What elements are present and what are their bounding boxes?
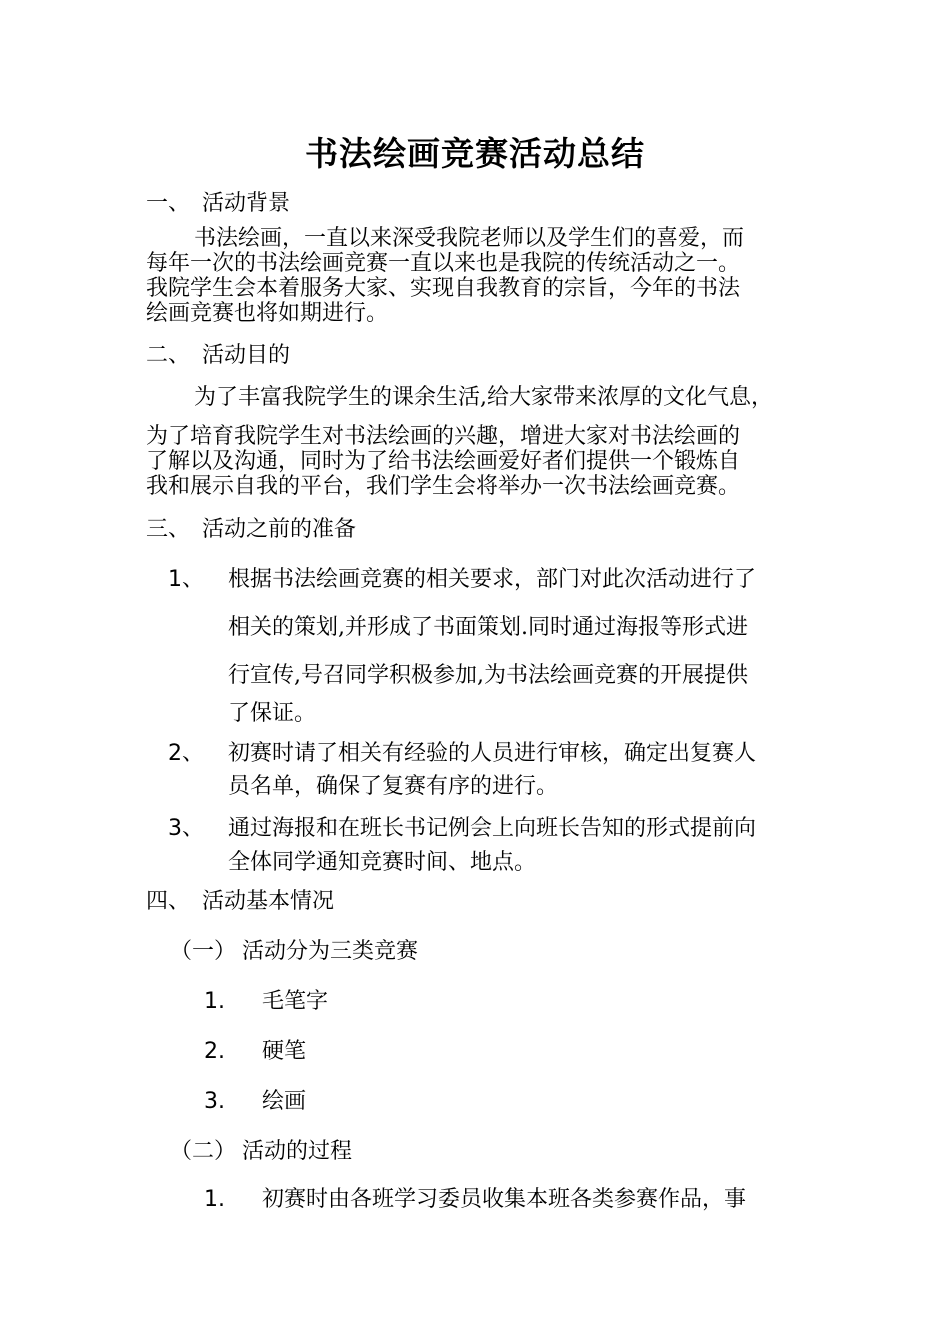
section-number: 三、 [146, 517, 191, 542]
item-line: 根据书法绘画竞赛的相关要求，部门对此次活动进行了 [228, 567, 757, 592]
item-line: 通过海报和在班长书记例会上向班长告知的形式提前向 [228, 816, 757, 841]
section-number: 一、 [146, 191, 191, 216]
preparation-item [146, 811, 816, 876]
subsection-label: 活动的过程 [242, 1139, 353, 1164]
paragraph-line: 我和展示自我的平台，我们学生会将举办一次书法绘画竞赛。 [146, 474, 741, 499]
subsection-number: （一） [170, 939, 237, 964]
paragraph-line: 绘画竞赛也将如期进行。 [146, 301, 389, 326]
section-heading-purpose [146, 338, 290, 369]
item-line: 全体同学通知竞赛时间、地点。 [228, 850, 537, 875]
subsection-heading [170, 1134, 352, 1165]
paragraph-line: 为了培育我院学生对书法绘画的兴趣，增进大家对书法绘画的 [146, 424, 741, 449]
preparation-item [146, 562, 816, 727]
item-number: 1、 [168, 567, 204, 592]
paragraph-line: 为了丰富我院学生的课余生活,给大家带来浓厚的文化气息， [194, 385, 773, 410]
list-label: 初赛时由各班学习委员收集本班各类参赛作品，事 [262, 1187, 747, 1212]
process-item [204, 1182, 746, 1213]
list-number: 1. [204, 1187, 225, 1212]
list-label: 绘画 [262, 1089, 307, 1114]
list-label: 硬笔 [262, 1039, 307, 1064]
item-number: 2、 [168, 741, 204, 766]
item-text [228, 736, 808, 800]
item-number: 3、 [168, 816, 204, 841]
list-number: 2. [204, 1039, 225, 1064]
section-label: 活动背景 [202, 191, 291, 216]
section-heading-preparation [146, 512, 356, 543]
purpose-paragraph-first-line [146, 385, 806, 410]
paragraph-line: 书法绘画，一直以来深受我院老师以及学生们的喜爱，而 [194, 226, 745, 251]
item-text [228, 811, 808, 876]
section-number: 二、 [146, 343, 191, 368]
preparation-item [146, 736, 816, 800]
subsection-number: （二） [170, 1139, 237, 1164]
paragraph-line: 每年一次的书法绘画竞赛一直以来也是我院的传统活动之一。 [146, 251, 741, 276]
background-paragraph [146, 226, 806, 326]
document-title: 书法绘画竞赛活动总结 [305, 134, 645, 173]
category-item [204, 1034, 306, 1065]
item-line: 员名单，确保了复赛有序的进行。 [228, 774, 559, 799]
list-number: 3. [204, 1089, 225, 1114]
item-line: 了保证。 [228, 701, 317, 726]
item-line: 相关的策划,并形成了书面策划.同时通过海报等形式进 [228, 615, 748, 640]
section-label: 活动之前的准备 [202, 517, 357, 542]
subsection-label: 活动分为三类竞赛 [242, 939, 419, 964]
item-text [228, 562, 808, 727]
purpose-paragraph [146, 424, 806, 499]
item-line: 初赛时请了相关有经验的人员进行审核，确定出复赛人 [228, 741, 757, 766]
section-heading-overview [146, 884, 334, 915]
paragraph-line: 了解以及沟通，同时为了给书法绘画爱好者们提供一个锻炼自 [146, 449, 741, 474]
paragraph-line: 我院学生会本着服务大家、实现自我教育的宗旨，今年的书法 [146, 276, 741, 301]
list-label: 毛笔字 [262, 989, 329, 1014]
section-label: 活动目的 [202, 343, 291, 368]
section-number: 四、 [146, 889, 191, 914]
section-label: 活动基本情况 [202, 889, 335, 914]
category-item [204, 1084, 306, 1115]
subsection-heading [170, 934, 418, 965]
category-item [204, 984, 328, 1015]
list-number: 1. [204, 989, 225, 1014]
section-heading-background [146, 186, 290, 217]
item-line: 行宣传,号召同学积极参加,为书法绘画竞赛的开展提供 [228, 663, 748, 688]
